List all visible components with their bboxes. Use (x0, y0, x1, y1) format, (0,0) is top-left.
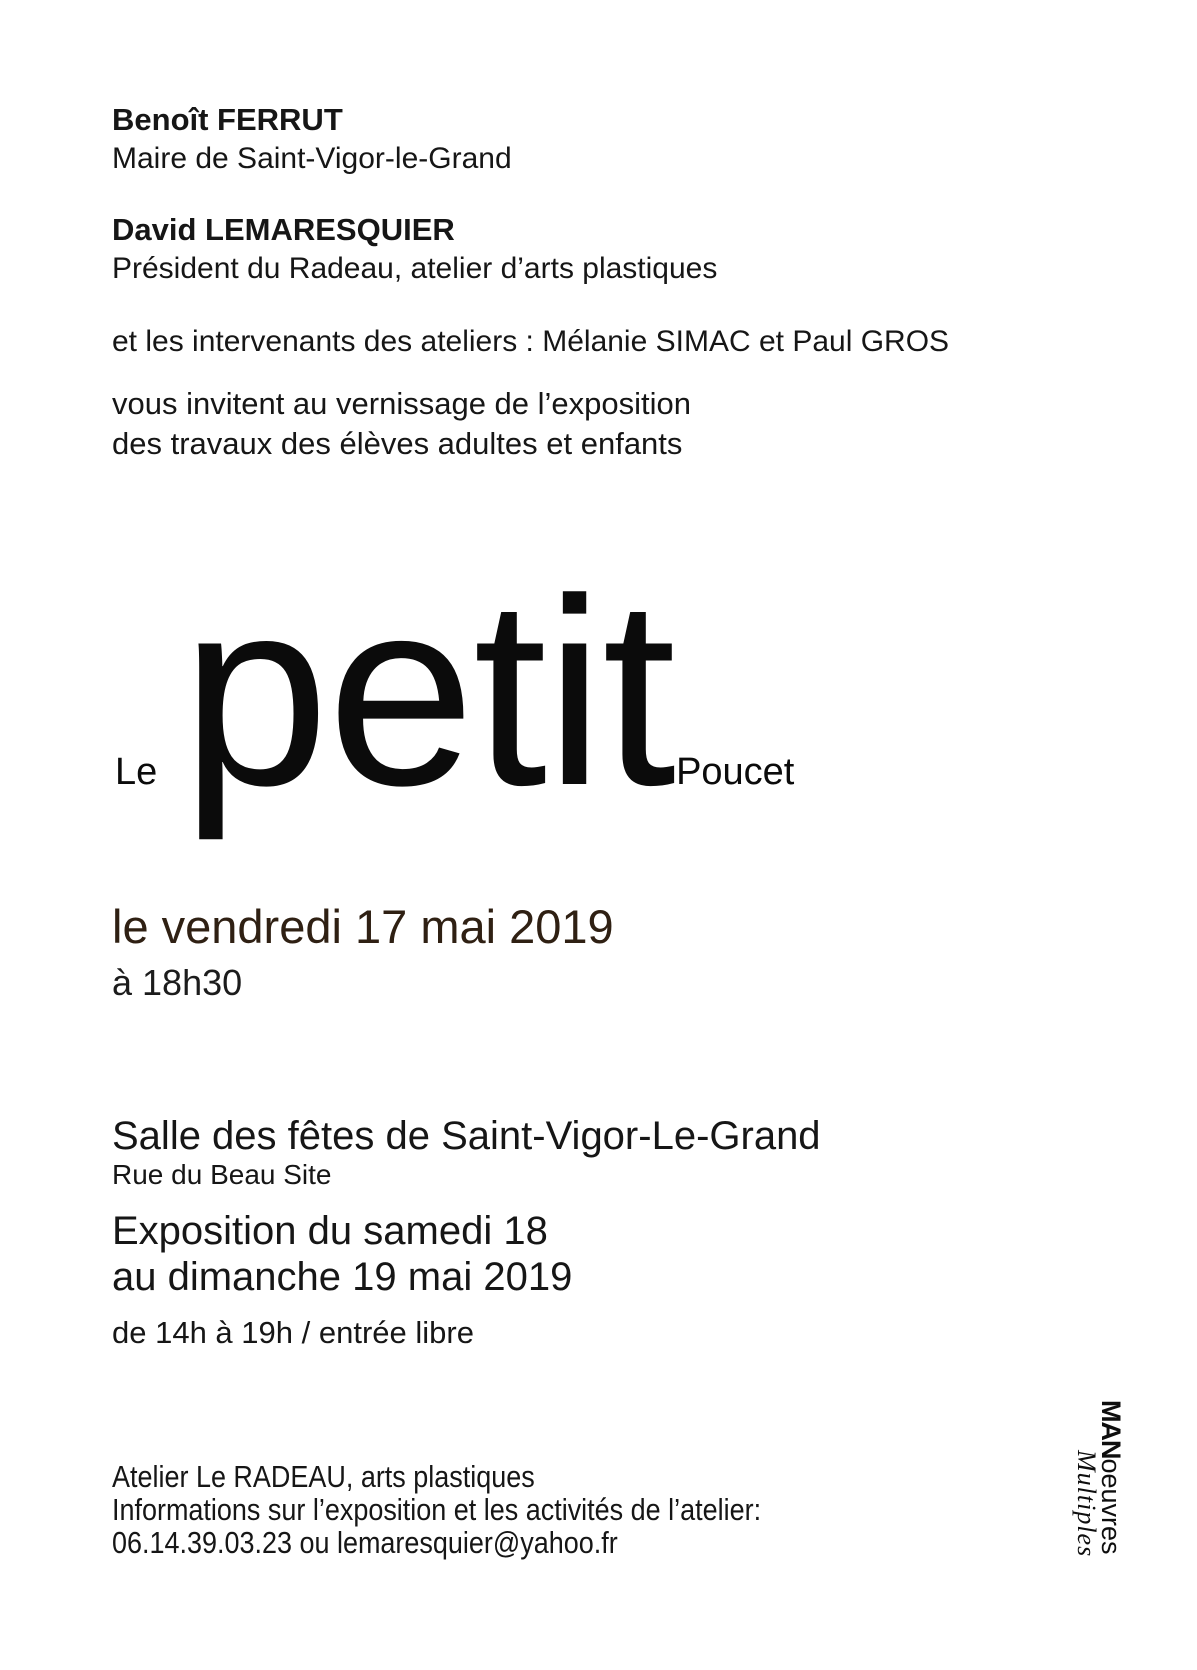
manoeuvres-multiples-logo (1072, 1400, 1126, 1570)
logo-brand-bold: MAN (1096, 1400, 1126, 1459)
host-1-name: Benoît FERRUT (112, 102, 343, 137)
event-datetime (112, 900, 614, 1005)
invitation-line-2: des travaux des élèves adultes et enfants (112, 426, 683, 461)
logo-brand-line (1096, 1400, 1126, 1570)
exhibition-dates (112, 1208, 821, 1300)
logo-brand-rest: oeuvres (1096, 1458, 1126, 1555)
hosts-block (112, 100, 949, 464)
venue-name: Salle des fêtes de Saint-Vigor-Le-Grand (112, 1114, 821, 1158)
exhibition-hours: de 14h à 19h / entrée libre (112, 1315, 474, 1350)
logo-sub-line: Multiples (1072, 1450, 1102, 1558)
contact-line-2: Informations sur l’exposition et les activités de l’atelier: (112, 1492, 762, 1527)
host-2-role: Président du Radeau, atelier d’arts plastiques (112, 252, 718, 285)
host-2 (112, 210, 949, 288)
contact-line-3: 06.14.39.03.23 ou lemaresquier@yahoo.fr (112, 1525, 618, 1560)
invitation-line-1: vous invitent au vernissage de l’exposition (112, 386, 692, 421)
intervenants-line: et les intervenants des ateliers : Mélanie SIMAC et Paul GROS (112, 325, 950, 358)
title-word-le: Le (115, 751, 158, 793)
host-1 (112, 100, 949, 178)
event-date: le vendredi 17 mai 2019 (112, 900, 614, 953)
host-2-name: David LEMARESQUIER (112, 212, 455, 247)
exhibition-dates-line-2: au dimanche 19 mai 2019 (112, 1255, 573, 1299)
host-1-role: Maire de Saint-Vigor-le-Grand (112, 142, 512, 175)
event-time: à 18h30 (112, 962, 243, 1003)
exhibition-title (112, 544, 795, 841)
venue-block (112, 1115, 821, 1353)
venue-street: Rue du Beau Site (112, 1159, 332, 1190)
exhibition-dates-line-1: Exposition du samedi 18 (112, 1209, 548, 1253)
contact-block (112, 1460, 761, 1559)
title-word-poucet: Poucet (676, 751, 795, 793)
invitation-text (112, 384, 949, 464)
title-word-petit: petit (181, 544, 675, 841)
contact-line-1: Atelier Le RADEAU, arts plastiques (112, 1459, 535, 1494)
